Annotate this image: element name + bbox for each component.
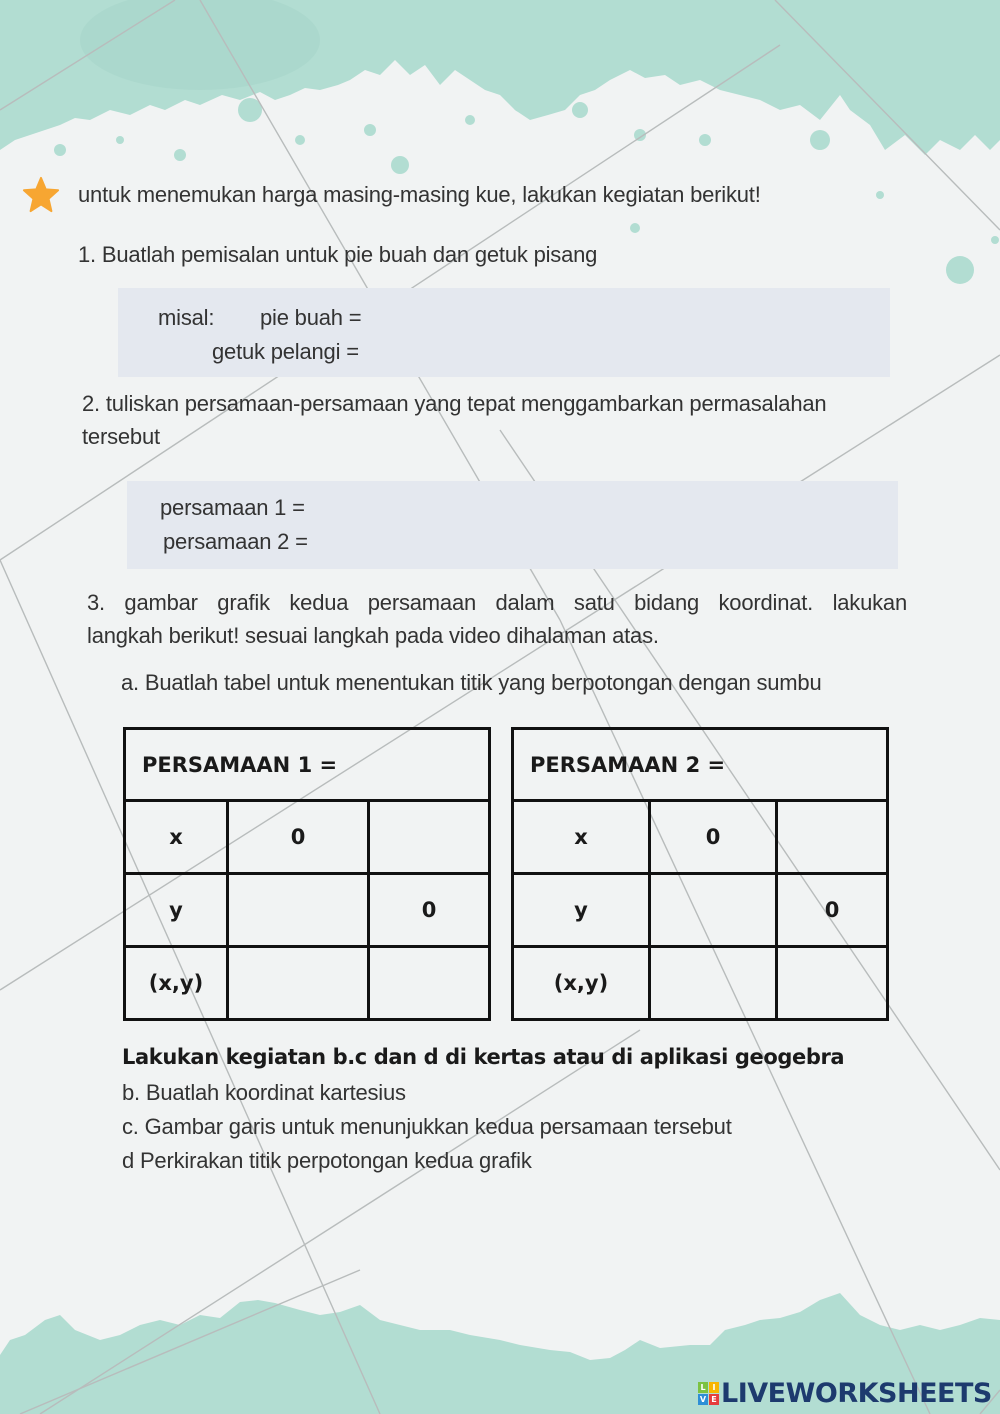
table2-xy-cell1[interactable]: [650, 947, 777, 1020]
table2-xy-label: (x,y): [513, 947, 650, 1020]
activity-d: d Perkirakan titik perpotongan kedua grafik: [122, 1148, 532, 1173]
table2-y-label: y: [513, 874, 650, 947]
pie-buah-label: pie buah =: [260, 305, 362, 330]
table2-y-cell2[interactable]: 0: [777, 874, 888, 947]
table1-x-label: x: [125, 801, 228, 874]
table2-header[interactable]: PERSAMAAN 2 =: [513, 729, 888, 801]
persamaan1-table: [123, 727, 491, 1021]
table1-xy-cell2[interactable]: [369, 947, 490, 1020]
liveworksheets-logo[interactable]: [698, 1378, 992, 1409]
table1-y-label: y: [125, 874, 228, 947]
intro-text: untuk menemukan harga masing-masing kue, lakukan kegiatan berikut!: [78, 182, 761, 207]
persamaan2-label: persamaan 2 =: [163, 529, 308, 554]
table2-x-label: x: [513, 801, 650, 874]
logo-text: LIVEWORKSHEETS: [721, 1378, 992, 1409]
table1-y-cell2[interactable]: 0: [369, 874, 490, 947]
activity-b: b. Buatlah koordinat kartesius: [122, 1080, 406, 1105]
persamaan1-label: persamaan 1 =: [160, 495, 305, 520]
activities-heading: Lakukan kegiatan b.c dan d di kertas atau di aplikasi geogebra: [122, 1045, 845, 1069]
table1-x-cell2[interactable]: [369, 801, 490, 874]
table2-xy-cell2[interactable]: [777, 947, 888, 1020]
step3-title-line2: langkah berikut! sesuai langkah pada video dihalaman atas.: [87, 623, 659, 648]
table1-header[interactable]: PERSAMAAN 1 =: [125, 729, 490, 801]
table2-x-cell1[interactable]: 0: [650, 801, 777, 874]
table1-xy-label: (x,y): [125, 947, 228, 1020]
table1-x-cell1[interactable]: 0: [228, 801, 369, 874]
step2-title-line1: 2. tuliskan persamaan-persamaan yang tepat menggambarkan permasalahan: [82, 391, 827, 416]
persamaan2-table: [511, 727, 889, 1021]
table2-x-cell2[interactable]: [777, 801, 888, 874]
table1-y-cell1[interactable]: [228, 874, 369, 947]
table2-y-cell1[interactable]: [650, 874, 777, 947]
step3-title-line1: 3. gambar grafik kedua persamaan dalam satu bidang koordinat. lakukan: [87, 590, 907, 615]
getuk-pelangi-label: getuk pelangi =: [212, 339, 359, 364]
logo-blocks-icon: L I V E: [698, 1382, 719, 1405]
misal-label: misal:: [158, 305, 215, 330]
star-icon: [22, 176, 60, 214]
table1-xy-cell1[interactable]: [228, 947, 369, 1020]
step2-title-line2: tersebut: [82, 424, 160, 449]
step1-title: 1. Buatlah pemisalan untuk pie buah dan getuk pisang: [78, 242, 598, 267]
step3-sub-a: a. Buatlah tabel untuk menentukan titik yang berpotongan dengan sumbu: [121, 670, 822, 695]
activity-c: c. Gambar garis untuk menunjukkan kedua persamaan tersebut: [122, 1114, 732, 1139]
